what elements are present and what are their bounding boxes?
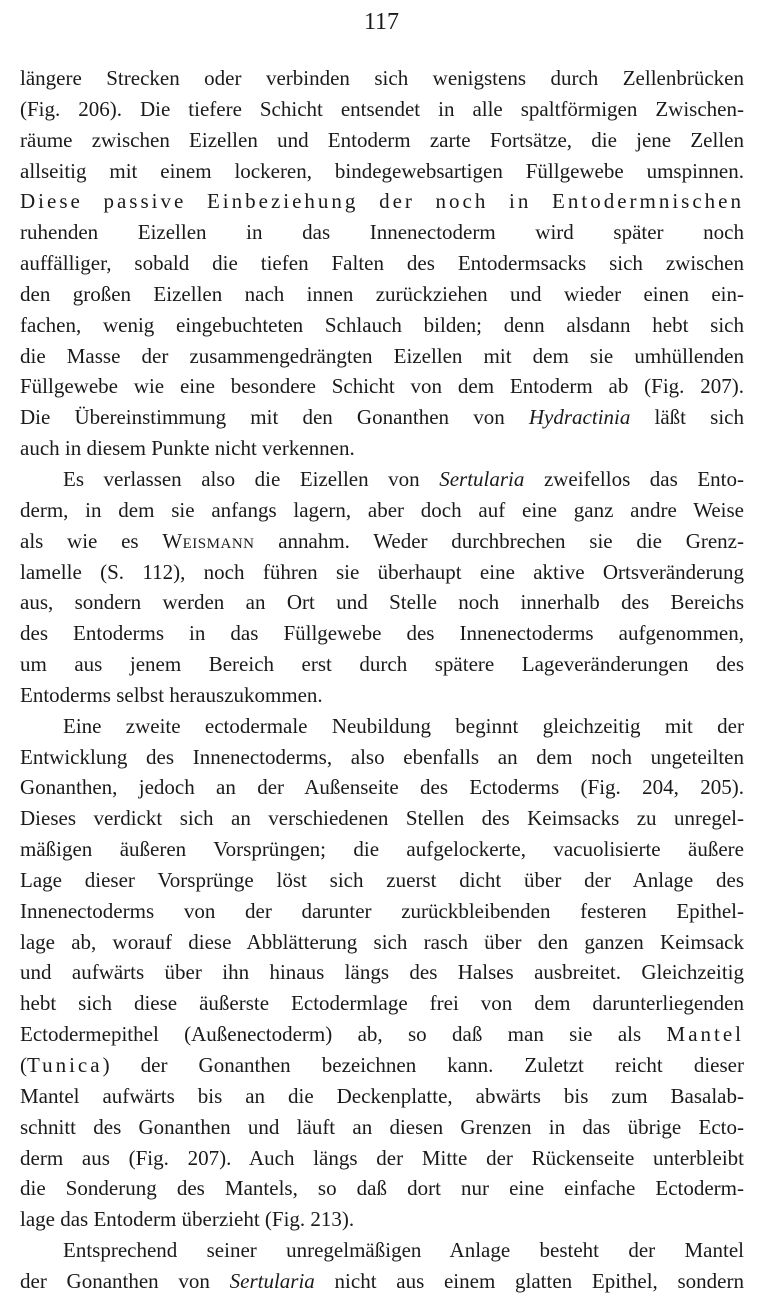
text-segment: als wie es [20,528,163,553]
text-line: (Fig. 206). Die tiefere Schicht entsendet in alle spaltförmigen Zwischen- [20,96,744,121]
text-line: auch in diesem Punkte nicht verkennen. [20,436,355,461]
text-line: Innenectoderms von der darunter zurückbleibenden festeren Epithel- [20,898,744,923]
genus-name-italic: Sertularia [229,1268,315,1293]
text-line: längere Strecken oder verbinden sich wenigstens durch Zellenbrücken [20,66,744,90]
text-line: räume zwischen Eizellen und Entoderm zarte Fortsätze, die jene Zellen [20,127,744,152]
text-line: derm, in dem sie anfangs lagern, aber doch auf eine ganz andre Weise [20,497,744,522]
text-segment: ( [20,1053,27,1077]
text-segment: der Gonanthen von [20,1268,230,1293]
text-line: lage ab, worauf diese Abblätterung sich rasch über den ganzen Keimsack [20,929,744,954]
text-line: den großen Eizellen nach innen zurückziehen und wieder einen ein- [20,281,744,306]
text-line: die Sonderung des Mantels, so daß dort nur eine einfache Ectoderm- [20,1176,744,1201]
text-line: schnitt des Gonanthen und läuft an diesen Grenzen in das übrige Ecto- [20,1114,744,1139]
text-line: Entsprechend seiner unregelmäßigen Anlage besteht der Mantel [63,1238,744,1263]
text-line [20,1266,744,1297]
text-line: Füllgewebe wie eine besondere Schicht von dem Entoderm ab (Fig. 207). [20,374,744,399]
text-line: des Entoderms in das Füllgewebe des Innenectoderms aufgenommen, [20,621,744,646]
genus-name-italic: Hydractinia [528,405,631,430]
text-line: auffälliger, sobald die tiefen Falten des Entodermsacks sich zwischen [20,251,744,276]
text-line: lamelle (S. 112), noch führen sie überhaupt eine aktive Ortsveränderung [20,559,744,584]
author-name-smallcaps: Weismann [162,528,255,553]
text-segment: nicht aus einem glatten Epithel, sondern [314,1268,744,1293]
text-segment: ) der Gonanthen bezeichnen kann. Zuletzt reicht dieser [102,1053,744,1077]
text-line: Eine zweite ectodermale Neubildung beginnt gleichzeitig mit der [63,713,744,738]
text-line: ruhenden Eizellen in das Innenectoderm wird später noch [20,220,744,245]
text-line [20,1050,744,1081]
text-line: fachen, wenig eingebuchteten Schlauch bilden; denn alsdann hebt sich [20,312,744,337]
text-line: lage das Entoderm überzieht (Fig. 213). [20,1207,355,1232]
text-line [20,1019,744,1050]
text-line: aus, sondern werden an Ort und Stelle noch innerhalb des Bereichs [20,590,744,615]
text-line [20,526,744,557]
page-number: 117 [363,9,400,35]
term-spaced: Mantel [666,1022,744,1047]
text-line: Entwicklung des Innenectoderms, also ebenfalls an dem noch ungeteilten [20,744,744,769]
text-line: um aus jenem Bereich erst durch spätere Lageveränderungen des [20,652,744,677]
text-line: Dieses verdickt sich an verschiedenen Stellen des Keimsacks zu unregel- [20,806,744,831]
text-line: hebt sich diese äußerste Ectodermlage frei von dem darunterliegenden [20,991,744,1016]
text-segment: annahm. Weder durchbrechen sie die Grenz- [254,528,744,553]
text-line [20,464,744,495]
text-line: Mantel aufwärts bis an die Deckenplatte, abwärts bis zum Basalab- [20,1083,744,1108]
text-line: derm aus (Fig. 207). Auch längs der Mitte der Rückenseite unterbleibt [20,1145,744,1170]
text-segment: Die Übereinstimmung mit den Gonanthen von [20,405,529,430]
text-line: Diese passive Einbeziehung der noch in Entodermnischen [20,189,744,214]
text-line: Lage dieser Vorsprünge löst sich zuerst dicht über der Anlage des [20,867,744,892]
text-line: allseitig mit einem lockeren, bindegewebsartigen Füllgewebe umspinnen. [20,158,744,183]
text-line: mäßigen äußeren Vorsprüngen; die aufgelockerte, vacuolisierte äußere [20,837,744,862]
genus-name-italic: Sertularia [439,466,525,491]
text-segment: Es verlassen also die Eizellen von [63,466,440,491]
text-segment: zweifellos das Ento- [524,466,744,491]
text-segment: Ectodermepithel (Außenectoderm) ab, so daß man sie als [20,1022,667,1047]
text-line: die Masse der zusammengedrängten Eizellen mit dem sie umhüllenden [20,343,744,368]
body-text [20,63,744,1297]
text-segment: läßt sich [630,405,744,430]
text-line: Gonanthen, jedoch an der Außenseite des Ectoderms (Fig. 204, 205). [20,775,744,800]
text-line: Entoderms selbst herauszukommen. [20,682,323,707]
text-line: und aufwärts über ihn hinaus längs des Halses ausbreitet. Gleichzeitig [20,960,744,985]
text-line [20,402,744,433]
term-spaced: Tunica [27,1053,103,1077]
